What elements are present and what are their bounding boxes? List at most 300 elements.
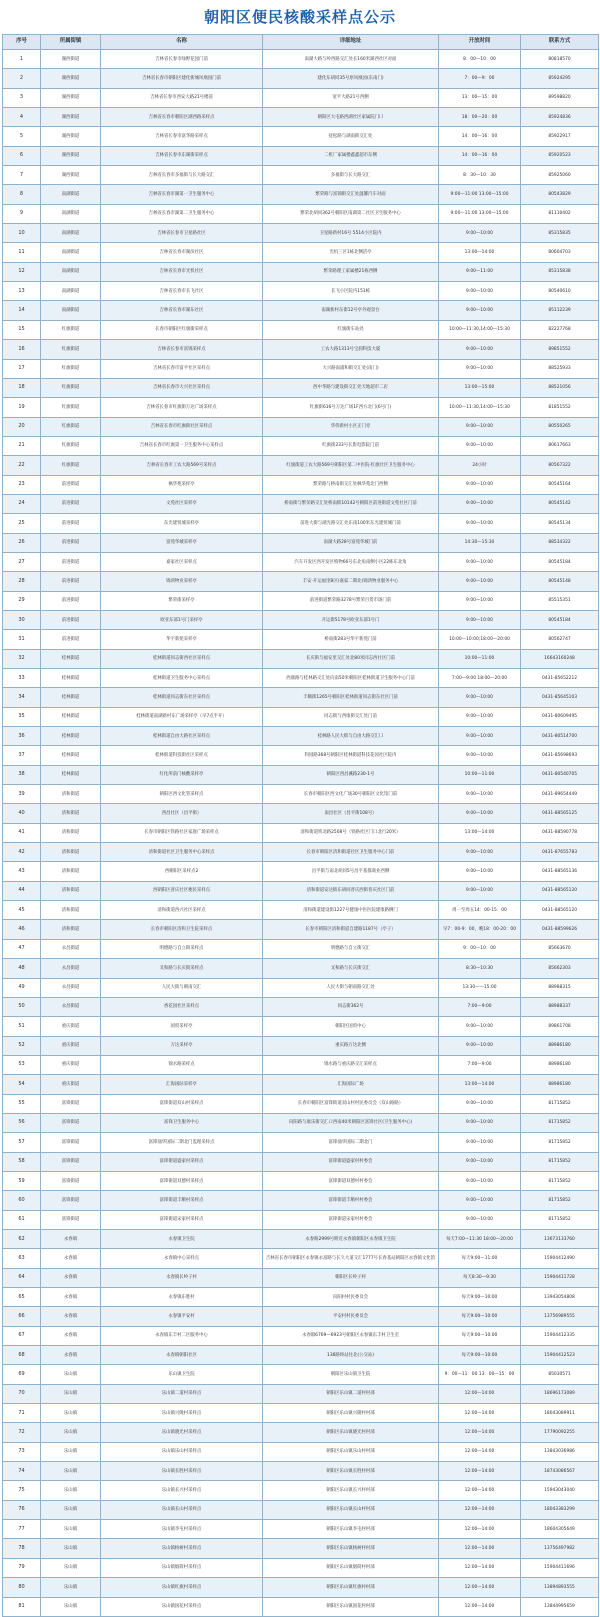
table-row (3, 262, 599, 281)
table-row (3, 862, 599, 881)
cell-contact: 80545184 (521, 610, 599, 629)
cell-district: 湖西街道 (41, 88, 101, 107)
cell-index: 66 (3, 1307, 41, 1326)
cell-name: 华宇新苑采样亭 (101, 630, 263, 649)
cell-index: 42 (3, 843, 41, 862)
cell-address: 平安村村民委员会 (263, 1307, 439, 1326)
cell-district: 清和街道 (41, 804, 101, 823)
table-row (3, 436, 599, 455)
cell-index: 69 (3, 1365, 41, 1384)
cell-contact: 81715852 (521, 1210, 599, 1229)
table-row (3, 707, 599, 726)
cell-contact: 85663670 (521, 939, 599, 958)
table-row (3, 1288, 599, 1307)
cell-hours: 18：00—20：00 (439, 108, 521, 127)
cell-hours: 9:00—10:00 (439, 224, 521, 243)
cell-index: 1 (3, 50, 41, 69)
cell-address: 桂林路人民大街与自由大路交汇口 (263, 727, 439, 746)
table-row (3, 108, 599, 127)
cell-address: 繁荣路与富锦街交汇处温馨汽车对面 (263, 185, 439, 204)
table-row (3, 1017, 599, 1036)
cell-district: 乐山镇 (41, 1404, 101, 1423)
cell-contact: 88986180 (521, 1036, 599, 1055)
cell-index: 3 (3, 88, 41, 107)
cell-contact: 13844995659 (521, 1597, 599, 1616)
cell-name: 桂林街道自由大路社区采样点 (101, 727, 263, 746)
cell-contact: 13756497982 (521, 1539, 599, 1558)
cell-name: 吉林省长春市红旗街社区采样点 (101, 417, 263, 436)
cell-name: 桂林街道科技街社区采样点 (101, 746, 263, 765)
cell-hours: 9:00—10:00 (439, 843, 521, 862)
cell-contact: 88986180 (521, 1075, 599, 1094)
cell-name: 吉林省长春市光机社区 (101, 262, 263, 281)
table-row (3, 1597, 599, 1616)
cell-name: 东光建贸城采样亭 (101, 514, 263, 533)
cell-index: 50 (3, 997, 41, 1016)
cell-contact: 0431-88599626 (521, 920, 599, 939)
cell-address: 昌平街与南北胡同5号昌平基都商业西侧 (263, 862, 439, 881)
cell-district: 南湖街道 (41, 262, 101, 281)
cell-contact: 85924836 (521, 108, 599, 127)
cell-district: 红旗街道 (41, 340, 101, 359)
cell-hours: 8：00—10：00 (439, 50, 521, 69)
table-row (3, 1268, 599, 1287)
cell-district: 湖西街道 (41, 69, 101, 88)
cell-contact: 15904411696 (521, 1558, 599, 1577)
cell-index: 14 (3, 301, 41, 320)
cell-name: 吉林省长春市湖第二卫生服务中心 (101, 204, 263, 223)
cell-name: 吉林省长春市朝阳区湖西路采样点 (101, 108, 263, 127)
cell-address: 朝阳区乐山镇二道村村部 (263, 1384, 439, 1403)
cell-address: 长春市朝阳区清和街道自建路1187号（亭子） (263, 920, 439, 939)
cell-index: 38 (3, 765, 41, 784)
cell-district: 永昌街道 (41, 978, 101, 997)
cell-district: 乐山镇 (41, 1500, 101, 1519)
cell-district: 富锋街道 (41, 1171, 101, 1190)
cell-district: 前进街道 (41, 533, 101, 552)
cell-name: 乐山镇二道村采样点 (101, 1384, 263, 1403)
cell-name: 汇海国际采样亭 (101, 1075, 263, 1094)
cell-address: 桥南街283号华宇新苑门前 (263, 630, 439, 649)
cell-name: 吉林省长春市湖滨社区 (101, 243, 263, 262)
cell-name: 朝阳区西文化管采样点 (101, 785, 263, 804)
cell-name: 永春镇朝阳社区 (101, 1346, 263, 1365)
cell-contact: 18043383299 (521, 1500, 599, 1519)
cell-address: 繁荣路理工家属楼21栋西侧 (263, 262, 439, 281)
cell-contact: 89851552 (521, 340, 599, 359)
cell-district: 重庆街道 (41, 1055, 101, 1074)
cell-district: 南湖街道 (41, 282, 101, 301)
cell-index: 28 (3, 572, 41, 591)
cell-contact: 81715852 (521, 1113, 599, 1132)
cell-contact: 80545134 (521, 514, 599, 533)
cell-district: 清和街道 (41, 823, 101, 842)
cell-index: 41 (3, 823, 41, 842)
table-row (3, 1558, 599, 1577)
cell-hours: 9:00—10:00 (439, 1133, 521, 1152)
cell-hours: 9:00—10:00 (439, 591, 521, 610)
cell-index: 74 (3, 1462, 41, 1481)
cell-district: 湖西街道 (41, 127, 101, 146)
column-header-index: 序号 (3, 35, 41, 50)
cell-address: 同志街与西康街交汇处门前 (263, 707, 439, 726)
cell-contact: 80617663 (521, 436, 599, 455)
cell-name: 吉林省长春市湖第一卫生服务中心 (101, 185, 263, 204)
cell-hours: 12:00—14:00 (439, 1423, 521, 1442)
cell-contact: 0431-88565120 (521, 901, 599, 920)
cell-index: 45 (3, 901, 41, 920)
cell-address: 汇海国际广场 (263, 1075, 439, 1094)
cell-hours: 10:00—11:30,14:00—15:30 (439, 320, 521, 339)
cell-contact: 80545164 (521, 475, 599, 494)
cell-index: 8 (3, 185, 41, 204)
cell-name: 乐山镇杨树村采样点 (101, 1539, 263, 1558)
cell-hours: 9:00—10:00 (439, 475, 521, 494)
cell-hours: 13:00—14:00 (439, 823, 521, 842)
cell-hours: 10:00—11:00 (439, 765, 521, 784)
cell-district: 南湖街道 (41, 204, 101, 223)
cell-index: 56 (3, 1113, 41, 1132)
cell-hours: 14：00—16：00 (439, 127, 521, 146)
cell-name: 长春市朝阳区铁路社区家庭广场采样点 (101, 823, 263, 842)
cell-address: 南湖大路28号富苑华城门前 (263, 533, 439, 552)
table-row (3, 1520, 599, 1539)
cell-address: 卫星路新村16号 5514小区院内 (263, 224, 439, 243)
cell-hours: 9:00—10:00 (439, 727, 521, 746)
cell-name: 欧亚东部1号门采样亭 (101, 610, 263, 629)
cell-contact: 85112239 (521, 301, 599, 320)
cell-name: 人民大街与朝南交汇 (101, 978, 263, 997)
cell-hours: 14：00—16：00 (439, 146, 521, 165)
cell-name: 永春镇中心采样点 (101, 1249, 263, 1268)
cell-index: 76 (3, 1500, 41, 1519)
table-row (3, 1500, 599, 1519)
cell-hours: 10:00—11:00 (439, 649, 521, 668)
cell-contact: 18043089911 (521, 1404, 599, 1423)
cell-hours: 9:00—10:00 (439, 610, 521, 629)
cell-contact: 80550265 (521, 417, 599, 436)
cell-address: 叉和路与长庆街交汇 (263, 959, 439, 978)
cell-contact: 15943043040 (521, 1481, 599, 1500)
cell-hours: 9:00—10:00 (439, 359, 521, 378)
table-row (3, 475, 599, 494)
table-row (3, 69, 599, 88)
cell-district: 桂林街道 (41, 649, 101, 668)
cell-name: 枫华苑采样亭 (101, 475, 263, 494)
table-row (3, 378, 599, 397)
cell-index: 4 (3, 108, 41, 127)
cell-contact: 82227768 (521, 320, 599, 339)
table-row (3, 533, 599, 552)
cell-hours: 每天8:30—9:30 (439, 1268, 521, 1287)
cell-district: 南湖街道 (41, 185, 101, 204)
cell-name: 西朝阳区采样点2 (101, 862, 263, 881)
table-row (3, 572, 599, 591)
cell-address: 丰顺街1265号朝阳区桂林街道同志街东社区门前 (263, 688, 439, 707)
cell-district: 前进街道 (41, 572, 101, 591)
cell-hours: 9:00—10:00 (439, 1210, 521, 1229)
cell-address: 二机厂家属楼鑫鑫超市东侧 (263, 146, 439, 165)
cell-address: 科园路368号朝阳区桂林街道科技花园社区院内 (263, 746, 439, 765)
cell-index: 20 (3, 417, 41, 436)
cell-name: 红化所前门核酸采样亭 (101, 765, 263, 784)
cell-address: 朝阳区乐山镇乐山村村部 (263, 1442, 439, 1461)
cell-district: 乐山镇 (41, 1423, 101, 1442)
cell-contact: 81110402 (521, 204, 599, 223)
cell-index: 44 (3, 881, 41, 900)
cell-hours: 9:00—10:00 (439, 862, 521, 881)
cell-district: 乐山镇 (41, 1365, 101, 1384)
cell-index: 30 (3, 610, 41, 629)
cell-district: 永春镇 (41, 1249, 101, 1268)
table-row (3, 340, 599, 359)
cell-index: 58 (3, 1152, 41, 1171)
cell-name: 乐山镇长山村采样点 (101, 1500, 263, 1519)
cell-address: 西中华路与建设街交汇处天地超市二店 (263, 378, 439, 397)
cell-contact: 13756989555 (521, 1307, 599, 1326)
cell-index: 60 (3, 1191, 41, 1210)
cell-index: 81 (3, 1597, 41, 1616)
cell-hours: 9:00—10:00 (439, 688, 521, 707)
cell-contact: 18743086567 (521, 1462, 599, 1481)
cell-address: 富锋街道双德村村委会 (263, 1171, 439, 1190)
cell-contact: 81715852 (521, 1152, 599, 1171)
table-row (3, 1346, 599, 1365)
cell-contact: 85515351 (521, 591, 599, 610)
table-row (3, 146, 599, 165)
cell-index: 16 (3, 340, 41, 359)
cell-name: 乐山镇兴隆村采样点 (101, 1404, 263, 1423)
cell-contact: 18696173089 (521, 1384, 599, 1403)
cell-contact: 0431-80609495 (521, 707, 599, 726)
cell-address: 朝阳区大屯路西湖社区家属院门口 (263, 108, 439, 127)
table-row (3, 204, 599, 223)
table-row (3, 398, 599, 417)
cell-address: 朝阳区国贸中心 (263, 1017, 439, 1036)
table-row (3, 1578, 599, 1597)
cell-name: 乐山镇烟筒村采样点 (101, 1558, 263, 1577)
cell-index: 32 (3, 649, 41, 668)
table-row (3, 901, 599, 920)
table-row (3, 1384, 599, 1403)
cell-district: 湖西街道 (41, 166, 101, 185)
cell-hours: 8：30—10：30 (439, 166, 521, 185)
cell-hours: 每天7:00—11:30 18:00—20:00 (439, 1229, 521, 1248)
cell-index: 18 (3, 378, 41, 397)
cell-index: 71 (3, 1404, 41, 1423)
cell-contact: 15904412335 (521, 1326, 599, 1345)
cell-hours: 9:00—10:00 (439, 746, 521, 765)
cell-address: 富锋涌华国际二期北门 (263, 1133, 439, 1152)
table-row (3, 514, 599, 533)
cell-hours: 每天9:00—10:00 (439, 1307, 521, 1326)
table-row (3, 746, 599, 765)
cell-hours: 9：00—11：00 13：00—15：00 (439, 1365, 521, 1384)
cell-index: 9 (3, 204, 41, 223)
cell-address: 抚松路与湖南街交汇处 (263, 127, 439, 146)
cell-hours: 9:00—10:00 (439, 1036, 521, 1055)
cell-contact: 13894893555 (521, 1578, 599, 1597)
cell-hours: 12:00—14:00 (439, 1578, 521, 1597)
cell-contact: 85030571 (521, 1365, 599, 1384)
cell-hours: 9:00—11:00 (439, 262, 521, 281)
cell-index: 55 (3, 1094, 41, 1113)
table-row (3, 1113, 599, 1132)
cell-hours: 13:00—14:00 (439, 243, 521, 262)
cell-name: 乐山镇长兴村采样点 (101, 1481, 263, 1500)
cell-hours: 9:00—10:00 (439, 1191, 521, 1210)
cell-district: 红旗街道 (41, 378, 101, 397)
cell-hours: 每天9:00—10:00 (439, 1326, 521, 1345)
cell-contact: 0431-88590778 (521, 823, 599, 842)
table-row (3, 727, 599, 746)
cell-contact: 85925060 (521, 166, 599, 185)
page-title: 朝阳区便民核酸采样点公示 (203, 8, 396, 26)
cell-address: 朝阳区乐山镇卫生院 (263, 1365, 439, 1384)
cell-hours: 9:00—11:00 13:00—15:00 (439, 204, 521, 223)
cell-district: 乐山镇 (41, 1558, 101, 1577)
table-row (3, 1133, 599, 1152)
cell-name: 富苑华城采样亭 (101, 533, 263, 552)
cell-address: 汽车开发区西开发区购物66号东北角南侧小区22栋东北角 (263, 552, 439, 571)
cell-district: 永春镇 (41, 1346, 101, 1365)
cell-name: 富锋街道盛家村采样点 (101, 1152, 263, 1171)
cell-index: 24 (3, 494, 41, 513)
cell-district: 湖西街道 (41, 146, 101, 165)
cell-contact: 88525933 (521, 359, 599, 378)
cell-contact: 88521056 (521, 378, 599, 397)
cell-district: 前进街道 (41, 494, 101, 513)
cell-contact: 13843036986 (521, 1442, 599, 1461)
cell-district: 红旗街道 (41, 456, 101, 475)
cell-index: 17 (3, 359, 41, 378)
cell-address: 富锋街道宋家村村委会 (263, 1210, 439, 1229)
cell-address: 前进街道繁荣路3278号繁荣百货市场门前 (263, 591, 439, 610)
cell-index: 51 (3, 1017, 41, 1036)
cell-contact: 0431-88565125 (521, 804, 599, 823)
cell-district: 乐山镇 (41, 1384, 101, 1403)
cell-contact: 0431-88565120 (521, 881, 599, 900)
cell-address: 长飞小区院内151栋 (263, 282, 439, 301)
cell-contact: 80818570 (521, 50, 599, 69)
cell-district: 乐山镇 (41, 1462, 101, 1481)
cell-hours: 9:00—10:00 (439, 881, 521, 900)
cell-address: 永春镇6769—6923号朝阳区永春镇东丰村卫生室 (263, 1326, 439, 1345)
table-row (3, 552, 599, 571)
cell-name: 富锋涌华国际二期北门监理采样点 (101, 1133, 263, 1152)
cell-district: 永春镇 (41, 1268, 101, 1287)
cell-district: 湖西街道 (41, 50, 101, 69)
cell-hours: 9:00—11:00 13:00—15:00 (439, 185, 521, 204)
cell-name: 永春镇东胜村 (101, 1288, 263, 1307)
cell-district: 乐山镇 (41, 1481, 101, 1500)
cell-index: 65 (3, 1288, 41, 1307)
cell-contact: 80545184 (521, 552, 599, 571)
cell-index: 78 (3, 1539, 41, 1558)
cell-address: 红旗街616号万达广场1F西方北门(6号门) (263, 398, 439, 417)
cell-contact: 80567322 (521, 456, 599, 475)
cell-district: 红旗街道 (41, 359, 101, 378)
cell-district: 重庆街道 (41, 1036, 101, 1055)
table-row (3, 959, 599, 978)
cell-district: 富锋街道 (41, 1133, 101, 1152)
table-row (3, 456, 599, 475)
cell-index: 27 (3, 552, 41, 571)
cell-name: 永春镇平安村 (101, 1307, 263, 1326)
cell-index: 63 (3, 1249, 41, 1268)
cell-district: 南湖街道 (41, 243, 101, 262)
cell-name: 永春镇长岭子村 (101, 1268, 263, 1287)
table-row (3, 804, 599, 823)
cell-address: 吉林省长春市朝阳区永春镇永富路与长久大道交汇1777号长春基站朝阳区永春镇文化馆 (263, 1249, 439, 1268)
cell-contact: 15904412490 (521, 1249, 599, 1268)
cell-name: 吉林省长春市湖东社区 (101, 301, 263, 320)
cell-address: 桥南街与繁荣路交汇处桥南街10142号朝阳区前进街道文苑社区门前 (263, 494, 439, 513)
cell-hours: 9：00—10：00 (439, 939, 521, 958)
cell-index: 40 (3, 804, 41, 823)
cell-index: 23 (3, 475, 41, 494)
cell-district: 前进街道 (41, 552, 101, 571)
cell-address: 开运街5178号欧亚东部1号门 (263, 610, 439, 629)
cell-address: 富锋街道盛家村村委会 (263, 1152, 439, 1171)
table-row (3, 359, 599, 378)
cell-index: 21 (3, 436, 41, 455)
cell-contact: 13673133760 (521, 1229, 599, 1248)
cell-district: 乐山镇 (41, 1597, 101, 1616)
cell-address: 红旗街233号长影电影院门前 (263, 436, 439, 455)
cell-hours: 13:00—14:00 (439, 1075, 521, 1094)
cell-district: 湖西街道 (41, 108, 101, 127)
table-row (3, 939, 599, 958)
cell-name: 桂林街道同志街西社区采样点 (101, 649, 263, 668)
cell-contact: 85924295 (521, 69, 599, 88)
cell-district: 桂林街道 (41, 707, 101, 726)
table-row (3, 669, 599, 688)
cell-name: 清和街道西兴社区采样点 (101, 901, 263, 920)
cell-address: 繁荣北胡同362号朝阳区南湖第二社区卫生服务中心 (263, 204, 439, 223)
cell-name: 吉林省长春市卫星路社区 (101, 224, 263, 243)
cell-district: 红旗街道 (41, 436, 101, 455)
cell-contact: 0431-87655783 (521, 843, 599, 862)
cell-index: 49 (3, 978, 41, 997)
cell-district: 富锋街道 (41, 1191, 101, 1210)
cell-address: 红旗街车站处 (263, 320, 439, 339)
cell-address: 红旗街道工农大路569号朝阳区第二中医院·红旗社区卫生服务中心 (263, 456, 439, 475)
cell-index: 26 (3, 533, 41, 552)
cell-index: 75 (3, 1481, 41, 1500)
cell-district: 桂林街道 (41, 688, 101, 707)
table-row (3, 785, 599, 804)
cell-name: 吉林省长春市西安大路21号楼前 (101, 88, 263, 107)
cell-hours: 9:00—10:00 (439, 572, 521, 591)
cell-contact: 80562747 (521, 630, 599, 649)
cell-name: 吉林省长春市大兴社区采样点 (101, 378, 263, 397)
cell-hours: 9:00—10:00 (439, 417, 521, 436)
cell-address: 长春市朝阳区富锋街道双山村村民委员会（双山路路） (263, 1094, 439, 1113)
cell-contact: 81715852 (521, 1133, 599, 1152)
cell-address: 清和街道安达街东胡同普庆西街普庆社区门前 (263, 881, 439, 900)
cell-contact: 88534322 (521, 533, 599, 552)
table-row (3, 1152, 599, 1171)
cell-hours: 12:00—14:00 (439, 1462, 521, 1481)
cell-index: 2 (3, 69, 41, 88)
cell-contact: 88986180 (521, 1055, 599, 1074)
cell-district: 乐山镇 (41, 1520, 101, 1539)
table-row (3, 649, 599, 668)
cell-name: 锦水路采样点 (101, 1055, 263, 1074)
cell-hours: 13：00—15：00 (439, 88, 521, 107)
table-row (3, 843, 599, 862)
